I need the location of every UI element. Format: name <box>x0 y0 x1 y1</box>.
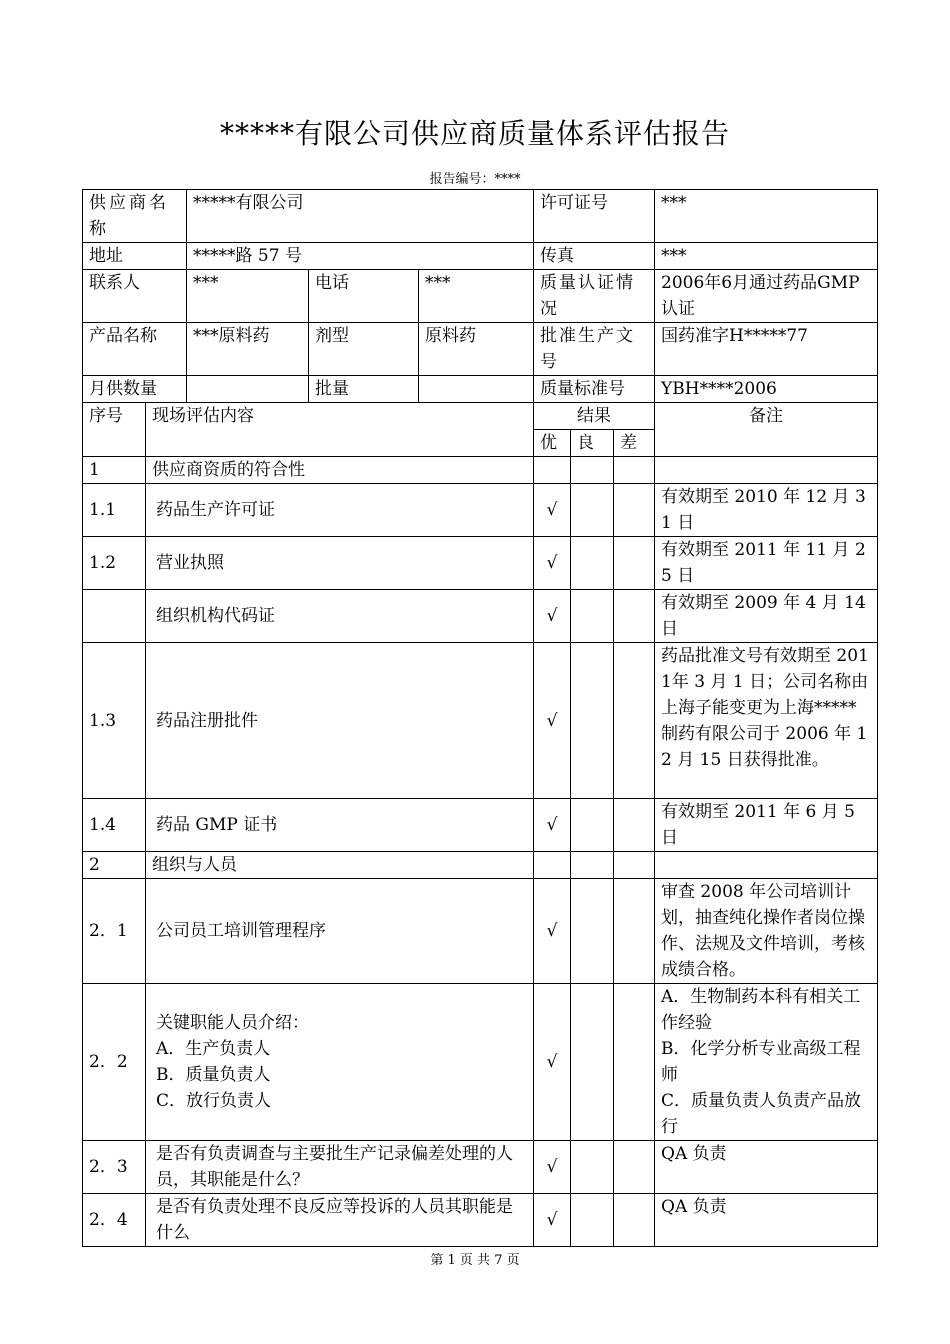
batch-label: 批量 <box>309 376 419 403</box>
dosage-value: 原料药 <box>419 323 534 376</box>
monthly-value <box>187 376 309 403</box>
product-label: 产品名称 <box>83 323 187 376</box>
row-poor-mark <box>614 852 655 879</box>
license-value: *** <box>655 190 878 243</box>
row-seq: 2．3 <box>83 1141 146 1194</box>
result-header: 结果 <box>534 403 655 430</box>
fair-header: 良 <box>571 430 614 457</box>
row-poor-mark <box>614 643 655 799</box>
row-seq: 2．1 <box>83 879 146 984</box>
approval-value: 国药准字H*****77 <box>655 323 878 376</box>
supplier-label: 供应商名称 <box>83 190 187 243</box>
row-content: 供应商资质的符合性 <box>146 457 534 484</box>
approval-label: 批准生产文号 <box>534 323 655 376</box>
info-row-contact <box>83 270 878 323</box>
row-good-mark <box>534 852 571 879</box>
info-row-address <box>83 243 878 270</box>
row-seq: 2．2 <box>83 984 146 1141</box>
row-content: 药品 GMP 证书 <box>146 799 534 852</box>
row-content: 公司员工培训管理程序 <box>146 879 534 984</box>
remark-header: 备注 <box>655 403 878 457</box>
monthly-label: 月供数量 <box>83 376 187 403</box>
row-fair-mark <box>571 590 614 643</box>
table-row <box>83 457 878 484</box>
supplier-value: *****有限公司 <box>187 190 534 243</box>
header-row <box>83 403 878 430</box>
row-content: 组织与人员 <box>146 852 534 879</box>
row-content: 是否有负责调查与主要批生产记录偏差处理的人员，其职能是什么？ <box>146 1141 534 1194</box>
fax-label: 传真 <box>534 243 655 270</box>
row-good-mark: √ <box>534 879 571 984</box>
row-good-mark <box>534 457 571 484</box>
row-fair-mark <box>571 537 614 590</box>
row-remark <box>655 457 878 484</box>
standard-value: YBH****2006 <box>655 376 878 403</box>
row-fair-mark <box>571 457 614 484</box>
content-header: 现场评估内容 <box>146 403 534 457</box>
qa-cert-value: 2006年6月通过药品GMP认证 <box>655 270 878 323</box>
standard-label: 质量标准号 <box>534 376 655 403</box>
row-poor-mark <box>614 537 655 590</box>
contact-label: 联系人 <box>83 270 187 323</box>
row-fair-mark <box>571 643 614 799</box>
row-seq <box>83 590 146 643</box>
product-value: ***原料药 <box>187 323 309 376</box>
address-value: *****路 57 号 <box>187 243 534 270</box>
row-fair-mark <box>571 484 614 537</box>
table-row <box>83 799 878 852</box>
row-remark <box>655 852 878 879</box>
row-fair-mark <box>571 852 614 879</box>
row-remark: 药品批准文号有效期至 2011年 3 月 1 日；公司名称由上海子能变更为上海*****制药有限公司于 2006 年 12 月 15 日获得批准。 <box>655 643 878 799</box>
row-good-mark: √ <box>534 1141 571 1194</box>
contact-value: *** <box>187 270 309 323</box>
license-label: 许可证号 <box>534 190 655 243</box>
seq-header: 序号 <box>83 403 146 457</box>
row-content: 药品生产许可证 <box>146 484 534 537</box>
table-row <box>83 1194 878 1247</box>
qa-cert-label: 质量认证情况 <box>534 270 655 323</box>
info-row-monthly <box>83 376 878 403</box>
row-good-mark: √ <box>534 1194 571 1247</box>
report-number: 报告编号：**** <box>429 172 521 187</box>
row-poor-mark <box>614 879 655 984</box>
report-title: *****有限公司供应商质量体系评估报告 <box>219 117 730 150</box>
address-label: 地址 <box>83 243 187 270</box>
row-poor-mark <box>614 590 655 643</box>
row-remark: 有效期至 2010 年 12 月 31 日 <box>655 484 878 537</box>
phone-value: *** <box>419 270 534 323</box>
row-poor-mark <box>614 484 655 537</box>
row-good-mark: √ <box>534 984 571 1141</box>
row-seq: 1.2 <box>83 537 146 590</box>
row-seq: 1 <box>83 457 146 484</box>
table-row <box>83 537 878 590</box>
row-poor-mark <box>614 799 655 852</box>
row-remark: 有效期至 2009 年 4 月 14 日 <box>655 590 878 643</box>
row-fair-mark <box>571 1141 614 1194</box>
good-header: 优 <box>534 430 571 457</box>
info-row-supplier <box>83 190 878 243</box>
table-row <box>83 984 878 1141</box>
info-row-product <box>83 323 878 376</box>
table-row <box>83 852 878 879</box>
row-seq: 2 <box>83 852 146 879</box>
dosage-label: 剂型 <box>309 323 419 376</box>
table-row <box>83 1141 878 1194</box>
row-content: 药品注册批件 <box>146 643 534 799</box>
row-seq: 2．4 <box>83 1194 146 1247</box>
row-seq: 1.4 <box>83 799 146 852</box>
poor-header: 差 <box>614 430 655 457</box>
row-fair-mark <box>571 799 614 852</box>
row-remark: 有效期至 2011 年 11 月 25 日 <box>655 537 878 590</box>
assessment-table <box>82 189 878 1247</box>
table-row <box>83 484 878 537</box>
page-footer: 第 1 页 共 7 页 <box>430 1253 520 1268</box>
row-good-mark: √ <box>534 799 571 852</box>
table-row <box>83 590 878 643</box>
table-row <box>83 879 878 984</box>
row-poor-mark <box>614 457 655 484</box>
row-content: 是否有负责处理不良反应等投诉的人员其职能是什么 <box>146 1194 534 1247</box>
row-poor-mark <box>614 1141 655 1194</box>
fax-value: *** <box>655 243 878 270</box>
row-seq: 1.3 <box>83 643 146 799</box>
row-good-mark: √ <box>534 590 571 643</box>
row-content: 关键职能人员介绍： A．生产负责人 B．质量负责人 C．放行负责人 <box>146 984 534 1141</box>
row-good-mark: √ <box>534 484 571 537</box>
row-fair-mark <box>571 1194 614 1247</box>
row-remark: QA 负责 <box>655 1141 878 1194</box>
row-poor-mark <box>614 1194 655 1247</box>
row-seq: 1.1 <box>83 484 146 537</box>
phone-label: 电话 <box>309 270 419 323</box>
row-good-mark: √ <box>534 537 571 590</box>
row-remark: 审查 2008 年公司培训计划，抽查纯化操作者岗位操作、法规及文件培训，考核成绩合格。 <box>655 879 878 984</box>
table-row <box>83 643 878 799</box>
row-remark: 有效期至 2011 年 6 月 5 日 <box>655 799 878 852</box>
batch-value <box>419 376 534 403</box>
row-remark: A．生物制药本科有相关工作经验 B．化学分析专业高级工程师 C．质量负责人负责产品放行 <box>655 984 878 1141</box>
row-fair-mark <box>571 984 614 1141</box>
row-poor-mark <box>614 984 655 1141</box>
row-content: 组织机构代码证 <box>146 590 534 643</box>
row-fair-mark <box>571 879 614 984</box>
row-content: 营业执照 <box>146 537 534 590</box>
row-good-mark: √ <box>534 643 571 799</box>
row-remark: QA 负责 <box>655 1194 878 1247</box>
